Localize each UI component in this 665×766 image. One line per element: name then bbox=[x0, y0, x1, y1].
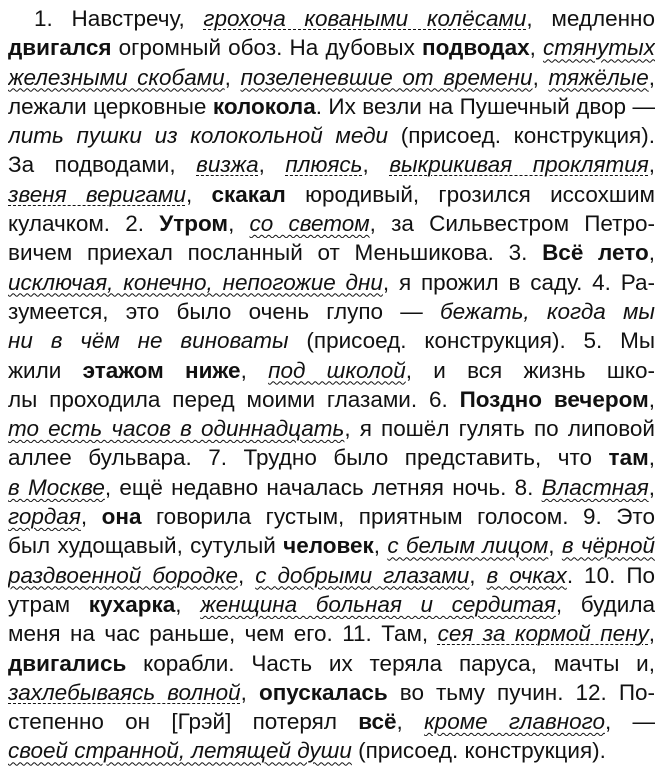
text-line bbox=[8, 4, 655, 33]
text-run: , bbox=[228, 211, 250, 237]
underlined-phrase: в чёрной bbox=[561, 533, 655, 559]
dashed-phrase: звеня веригами bbox=[8, 181, 186, 207]
text-run: (присоед. конструкция). bbox=[388, 123, 655, 149]
text-run: , bbox=[80, 504, 102, 530]
underlined-phrase: в очках bbox=[486, 562, 567, 588]
text-run: , bbox=[548, 533, 562, 559]
text-run: , bbox=[648, 474, 655, 500]
text-run: , bbox=[224, 64, 241, 90]
bold-word: Поздно вечером bbox=[459, 386, 649, 412]
text-line bbox=[8, 92, 655, 121]
text-run: лежали церковные bbox=[8, 93, 213, 119]
text-line bbox=[8, 736, 655, 765]
italic-phrase: ни в чём не виноваты bbox=[8, 328, 289, 354]
text-line bbox=[8, 297, 655, 326]
dashed-phrase: выкрикивая проклятия bbox=[389, 152, 649, 178]
underlined-phrase: Властная bbox=[541, 474, 649, 500]
text-run: степенно он [Грэй] потерял bbox=[8, 709, 359, 735]
bold-word: скакал bbox=[211, 181, 286, 207]
text-line bbox=[8, 33, 655, 62]
text-run: , bbox=[396, 709, 425, 735]
text-line bbox=[8, 561, 655, 590]
text-run: зумеется, это было очень глупо — bbox=[8, 298, 440, 324]
text-run: аллее бульвара. 7. Трудно было представить, что bbox=[8, 445, 609, 471]
bold-word: там bbox=[608, 445, 649, 471]
text-run: вичем приехал посланный от Меньшикова. 3. bbox=[8, 240, 543, 266]
text-run: (присоед. конструкция). bbox=[351, 738, 606, 764]
text-line bbox=[8, 63, 655, 92]
underlined-phrase: стянутых bbox=[543, 35, 655, 61]
text-run: лы проходила перед моими глазами. 6. bbox=[8, 386, 460, 412]
text-run: во тьму пучин. 12. По- bbox=[387, 679, 655, 705]
text-run: , bbox=[648, 621, 655, 647]
text-run: , и вся жизнь шко- bbox=[405, 357, 655, 383]
text-run: , bbox=[648, 386, 655, 412]
text-run: огромный обоз. На дубовых bbox=[111, 35, 422, 61]
dashed-phrase: визжа bbox=[196, 152, 259, 178]
underlined-phrase: гордая bbox=[8, 504, 81, 530]
text-run: кулачком. 2. bbox=[8, 211, 160, 237]
underlined-phrase: своей странной, летящей души bbox=[8, 738, 352, 764]
text-line bbox=[8, 502, 655, 531]
underlined-phrase: со светом bbox=[249, 211, 370, 237]
text-run: , bbox=[373, 533, 388, 559]
italic-phrase: бежать, когда мы bbox=[439, 298, 655, 324]
dashed-phrase: плюясь bbox=[285, 152, 363, 178]
bold-word: Всё лето bbox=[542, 240, 649, 266]
bold-word: человек bbox=[283, 533, 374, 559]
text-run: , — bbox=[604, 709, 655, 735]
text-line bbox=[8, 707, 655, 736]
underlined-phrase: тяжёлые bbox=[548, 64, 649, 90]
dashed-phrase: грохоча коваными колёсами bbox=[203, 6, 527, 31]
text-run: , bbox=[648, 240, 655, 266]
text-line bbox=[8, 414, 655, 443]
text-run: юродивый, грозился иссохшим bbox=[285, 181, 655, 207]
bold-word: всё bbox=[358, 709, 397, 735]
text-line bbox=[8, 443, 655, 472]
text-line bbox=[8, 356, 655, 385]
underlined-phrase: кроме главного bbox=[424, 709, 605, 735]
text-line bbox=[8, 238, 655, 267]
text-line bbox=[8, 649, 655, 678]
bold-word: подводах bbox=[422, 35, 530, 61]
text-run: , bbox=[648, 445, 655, 471]
underlined-phrase: с белым лицом bbox=[387, 533, 549, 559]
text-run: , bbox=[175, 591, 201, 617]
text-run: меня на час раньше, чем его. 11. Там, bbox=[8, 621, 438, 647]
bold-word: опускалась bbox=[258, 679, 388, 705]
text-run: , будила bbox=[555, 591, 655, 617]
text-line bbox=[8, 326, 655, 355]
text-run: , bbox=[258, 152, 286, 178]
text-line bbox=[8, 473, 655, 502]
text-run: , я прожил в саду. 4. Ра- bbox=[382, 269, 655, 295]
text-run: . Их везли на Пушечный двор — bbox=[315, 93, 655, 119]
bold-word: Утром bbox=[159, 211, 229, 237]
text-run: , bbox=[469, 562, 487, 588]
text-run: , bbox=[362, 152, 390, 178]
text-line bbox=[8, 150, 655, 179]
underlined-phrase: железными скобами bbox=[8, 64, 225, 90]
underlined-phrase: с добрыми глазами bbox=[255, 562, 470, 588]
italic-phrase: лить пушки из колокольной меди bbox=[8, 123, 389, 149]
text-run: жили bbox=[8, 357, 83, 383]
bold-word: колокола bbox=[212, 93, 316, 119]
dashed-phrase: захлебываясь волной bbox=[8, 679, 241, 705]
underlined-phrase: позеленевшие от времени bbox=[240, 64, 533, 90]
text-run: , bbox=[529, 35, 544, 61]
text-run: корабли. Часть их теряла паруса, мачты и, bbox=[126, 650, 655, 676]
underlined-phrase: под школой bbox=[268, 357, 406, 383]
text-line bbox=[8, 209, 655, 238]
text-run: говорила густым, приятным голосом. 9. Это bbox=[141, 504, 655, 530]
bold-word: этажом ниже bbox=[82, 357, 241, 383]
text-run: (присоед. конструкция). 5. Мы bbox=[288, 328, 655, 354]
text-run: . 10. По bbox=[566, 562, 655, 588]
underlined-phrase: в Москве bbox=[8, 474, 105, 500]
text-run: , ещё недавно началась летняя ночь. 8. bbox=[104, 474, 542, 500]
text-run: , bbox=[240, 357, 269, 383]
dashed-phrase: сея за кормой пену bbox=[437, 621, 649, 647]
text-run: , медленно bbox=[526, 6, 655, 31]
text-line bbox=[8, 619, 655, 648]
bold-word: двигались bbox=[8, 650, 127, 676]
text-run: , bbox=[185, 181, 212, 207]
text-run: , bbox=[532, 64, 549, 90]
text-line bbox=[8, 180, 655, 209]
text-line bbox=[8, 531, 655, 560]
text-run: , bbox=[648, 64, 655, 90]
text-line bbox=[8, 385, 655, 414]
text-run: За подводами, bbox=[8, 152, 197, 178]
underlined-phrase: раздвоенной бородке bbox=[8, 562, 238, 588]
underlined-phrase: исключая, конечно, непогожие дни bbox=[8, 269, 383, 295]
text-line bbox=[8, 268, 655, 297]
text-run: , bbox=[240, 679, 259, 705]
text-run: утрам bbox=[8, 591, 89, 617]
underlined-phrase: женщина больная и сердитая bbox=[200, 591, 556, 617]
text-line bbox=[8, 590, 655, 619]
text-run: , bbox=[648, 152, 655, 178]
bold-word: кухарка bbox=[88, 591, 176, 617]
underlined-phrase: то есть часов в одиннадцать bbox=[8, 416, 345, 442]
text-run: 1. Навстречу, bbox=[34, 6, 204, 31]
bold-word: двигался bbox=[8, 35, 112, 61]
text-line bbox=[8, 121, 655, 150]
text-run: был худощавый, сутулый bbox=[8, 533, 284, 559]
text-run: , bbox=[238, 562, 256, 588]
text-line bbox=[8, 678, 655, 707]
text-run: , за Сильвестром Петро- bbox=[369, 211, 655, 237]
text-run: , я пошёл гулять по липовой bbox=[344, 416, 655, 442]
bold-word: она bbox=[101, 504, 142, 530]
